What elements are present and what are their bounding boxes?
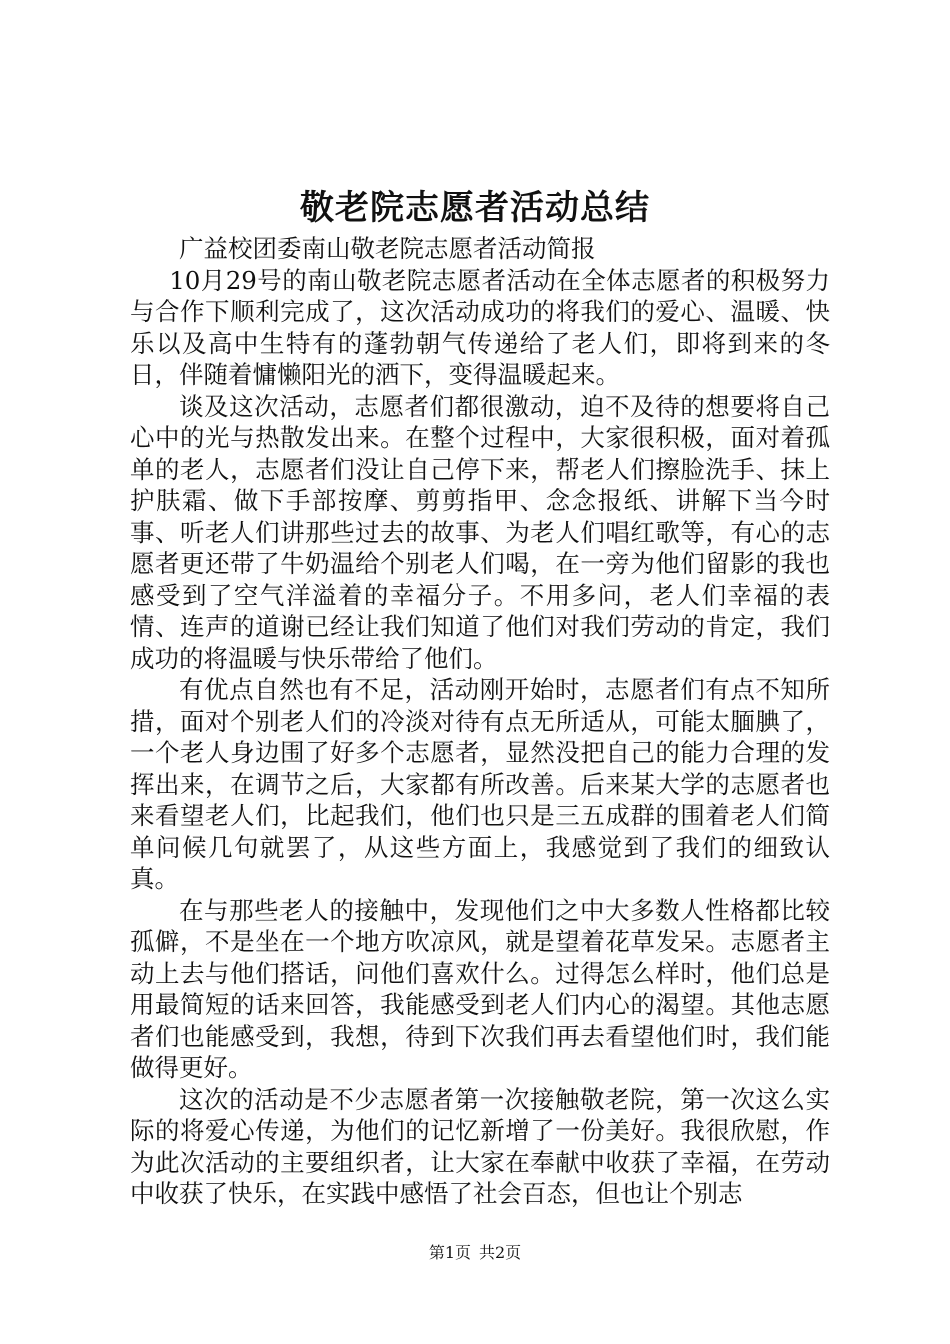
document-body xyxy=(130,233,830,1210)
paragraph: 在与那些老人的接触中，发现他们之中大多数人性格都比较孤僻，不是坐在一个地方吹凉风，就是望着花草发呆。志愿者主动上去与他们搭话，问他们喜欢什么。过得怎么样时，他们总是用最简短的话来回答，我能感受到老人们内心的渴望。其他志愿者们也能感受到，我想，待到下次我们再去看望他们时，我们能做得更好。 xyxy=(130,895,830,1082)
page-footer xyxy=(0,1242,950,1264)
paragraph: 10月29号的南山敬老院志愿者活动在全体志愿者的积极努力与合作下顺利完成了，这次活动成功的将我们的爱心、温暖、快乐以及高中生特有的蓬勃朝气传递给了老人们，即将到来的冬日，伴随着慵懒阳光的洒下，变得温暖起来。 xyxy=(130,265,830,389)
paragraph: 有优点自然也有不足，活动刚开始时，志愿者们有点不知所措，面对个别老人们的冷淡对待有点无所适从，可能太腼腆了，一个老人身边围了好多个志愿者，显然没把自己的能力合理的发挥出来，在调节之后，大家都有所改善。后来某大学的志愿者也来看望老人们，比起我们，他们也只是三五成群的围着老人们简单问候几句就罢了，从这些方面上，我感觉到了我们的细致认真。 xyxy=(130,675,830,893)
document-subtitle: 广益校团委南山敬老院志愿者活动简报 xyxy=(179,234,596,263)
page-number: 第1页 xyxy=(428,1243,471,1262)
paragraph: 谈及这次活动，志愿者们都很激动，迫不及待的想要将自己心中的光与热散发出来。在整个过程中，大家很积极，面对着孤单的老人，志愿者们没让自己停下来，帮老人们擦脸洗手、抹上护肤霜、做下手部按摩、剪剪指甲、念念报纸、讲解下当今时事、听老人们讲那些过去的故事、为老人们唱红歌等，有心的志愿者更还带了牛奶温给个别老人们喝，在一旁为他们留影的我也感受到了空气洋溢着的幸福分子。不用多问，老人们幸福的表情、连声的道谢已经让我们知道了他们对我们劳动的肯定，我们成功的将温暖与快乐带给了他们。 xyxy=(130,391,830,673)
page-total: 共2页 xyxy=(479,1243,522,1262)
document-title: 敬老院志愿者活动总结 xyxy=(300,188,650,228)
paragraph: 这次的活动是不少志愿者第一次接触敬老院，第一次这么实际的将爱心传递，为他们的记忆新增了一份美好。我很欣慰，作为此次活动的主要组织者，让大家在奉献中收获了幸福，在劳动中收获了快乐，在实践中感悟了社会百态，但也让个别志 xyxy=(130,1084,830,1208)
